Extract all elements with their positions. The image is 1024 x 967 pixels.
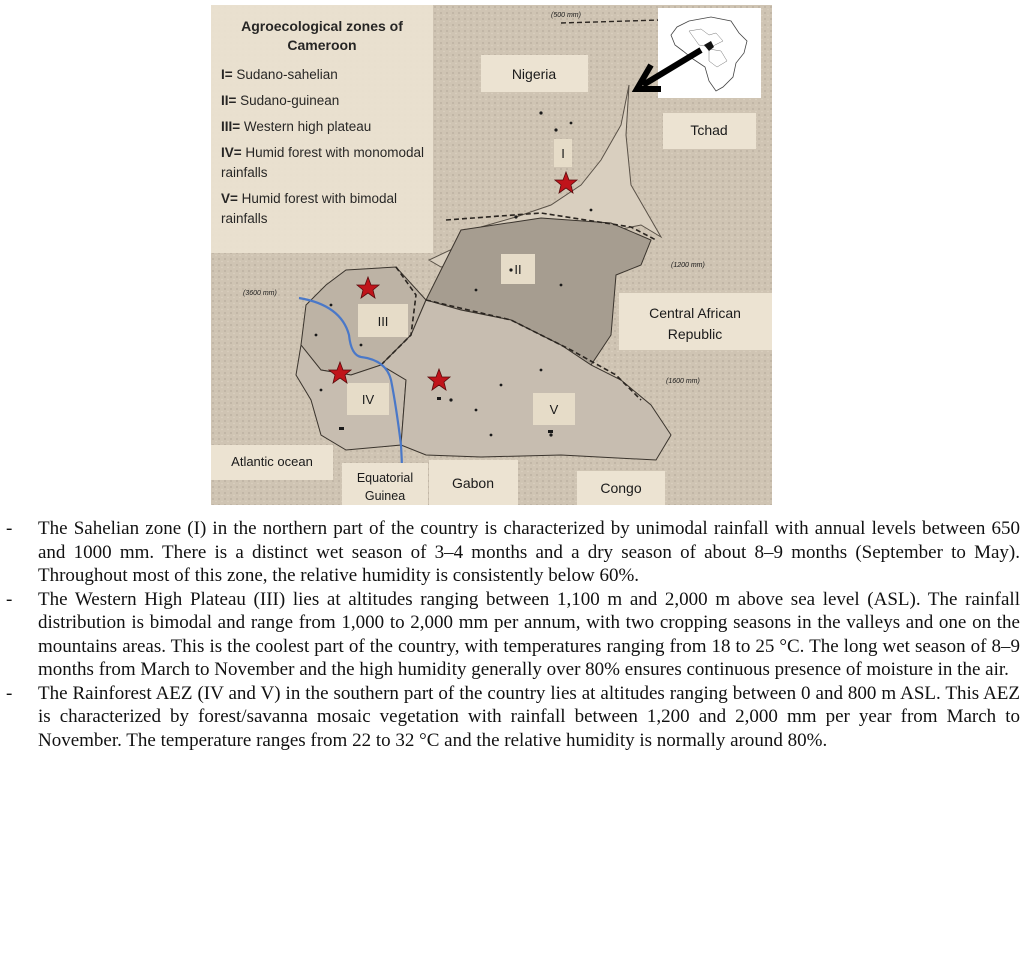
zone-label-II [501,254,535,284]
zone-label-IV [347,383,389,415]
legend-code: III= [221,119,241,134]
legend-item-V [221,189,433,229]
legend-text: Sudano-guinean [240,93,340,108]
legend-code: I= [221,67,233,82]
svg-text:Guinea: Guinea [364,489,406,503]
label-equatorial-guinea [342,463,428,505]
legend-text: Humid forest with bimodal rainfalls [221,191,397,226]
svg-text:Atlantic ocean: Atlantic ocean [231,454,313,469]
label-nigeria [481,55,588,92]
legend-item-II [221,91,433,111]
isohyet-500: (500 mm) [551,12,581,19]
svg-text:II: II [514,262,522,277]
zone-label-V [533,393,575,425]
legend-item-I [221,65,433,85]
bullet-marker: - [6,682,13,704]
legend-code: V= [221,191,238,206]
legend-item-III [221,117,433,137]
svg-text:V: V [549,402,559,417]
bullet-list [0,517,1024,752]
bullet-western-high-plateau [0,588,1024,682]
label-congo [577,471,665,505]
bullet-text: The Western High Plateau (III) lies at altitudes ranging between 1,100 m and 2,000 m above sea level (ASL). The rainfall distribution is bimodal and range from 1,000 to 2,000 mm per annum, with two cropping seasons in the valleys and one on the mountains areas. This is the coolest part of the country, with temperatures ranging from 18 to 25 °C. The long wet season of 8–9 months from March to November and the high humidity generally over 80% ensures continuous presence of moisture in the air. [38,588,1020,680]
bullet-marker: - [6,588,13,610]
label-atlantic-ocean [211,445,333,480]
svg-text:Tchad: Tchad [690,122,728,138]
bullet-sahelian [0,517,1024,588]
bullet-text: The Sahelian zone (I) in the northern part of the country is characterized by unimodal rainfall with annual levels between 650 and 1000 mm. There is a distinct wet season of 3–4 months and a dry season of about 8–9 months (September to May). Throughout most of this zone, the relative humidity is consistently below 60%. [38,518,1020,586]
svg-text:Gabon: Gabon [451,475,495,491]
isohyet-1600: (1600 mm) [666,378,700,385]
label-tchad [663,113,756,149]
legend-text: Humid forest with monomodal rainfalls [221,145,424,180]
bullet-marker: - [6,518,13,539]
label-gabon [429,460,518,505]
isohyet-1200: (1200 mm) [671,262,705,269]
legend-text: Western high plateau [243,119,372,134]
svg-text:Equatorial: Equatorial [356,471,414,485]
zone-label-III [358,304,408,337]
svg-text:Republic: Republic [667,326,723,342]
svg-text:III: III [377,314,389,329]
isohyet-3600: (3600 mm) [243,290,277,297]
legend-text: Sudano-sahelian [236,67,338,82]
label-central-african-republic [619,293,772,350]
zone-label-I [554,139,572,167]
svg-text:I: I [561,146,565,161]
svg-text:Congo: Congo [600,480,642,496]
svg-text:Central African: Central African [649,305,741,321]
svg-text:IV: IV [361,392,375,407]
map-legend [211,5,433,253]
svg-text:Nigeria: Nigeria [511,66,557,82]
africa-inset [658,8,761,98]
bullet-rainforest [0,682,1024,753]
bullet-text: The Rainforest AEZ (IV and V) in the southern part of the country lies at altitudes ranging between 0 and 800 m ASL. This AEZ is characterized by forest/savanna mosaic vegetation with rainfall between 1,200 and 2,000 mm per year from March to November. The temperature ranges from 22 to 32 °C and the relative humidity is normally around 80%. [38,682,1020,751]
legend-code: II= [221,93,237,108]
legend-code: IV= [221,145,242,160]
map-figure [211,5,772,505]
legend-item-IV [221,143,433,183]
legend-title: Agroecological zones of Cameroon [241,18,403,53]
